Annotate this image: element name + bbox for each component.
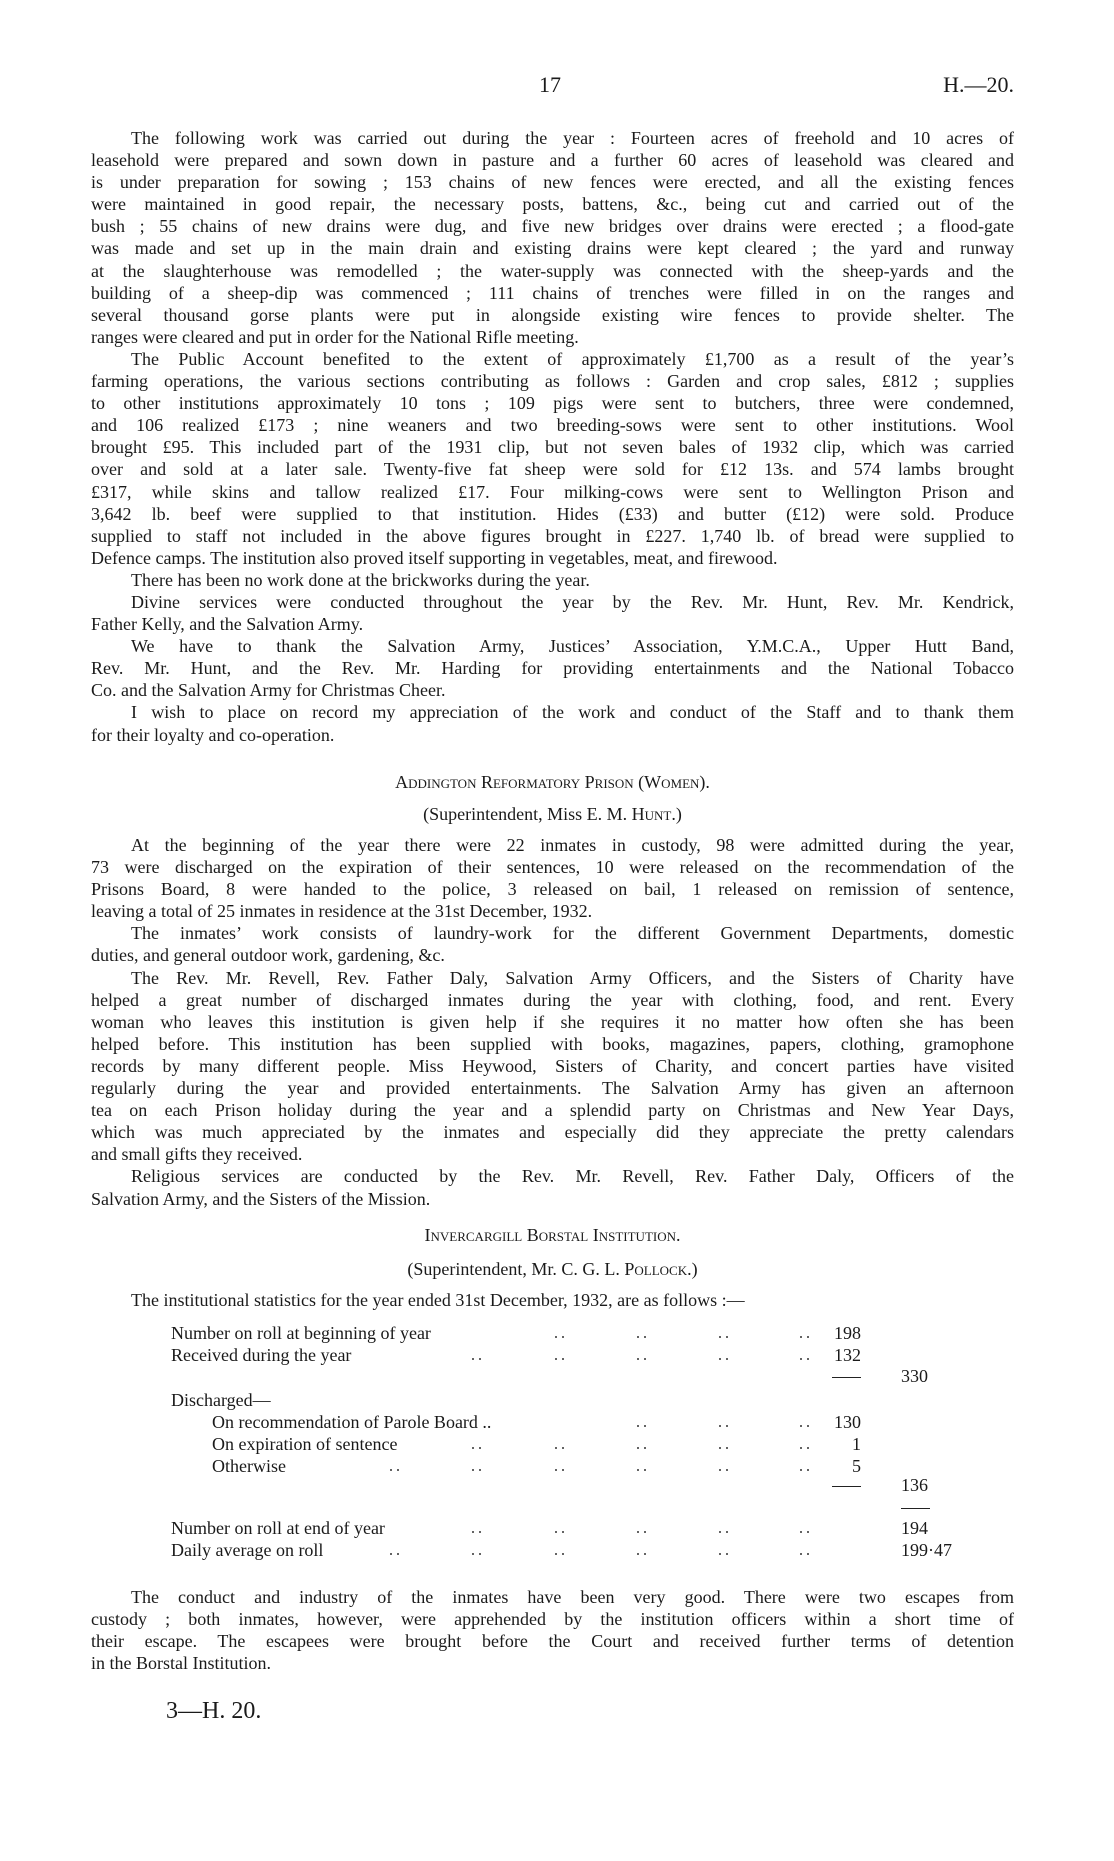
text-line: 3,642 lb. beef were supplied to that institution. Hides (£33) and butter (£12) were sold. Produce bbox=[91, 503, 1014, 524]
row-label: Received during the year bbox=[171, 1345, 352, 1365]
text-line: Religious services are conducted by the Rev. Mr. Revell, Rev. Father Daly, Officers of the bbox=[131, 1166, 1014, 1187]
document-reference: H.—20. bbox=[943, 72, 1014, 97]
text-line: records by many different people. Miss Heywood, Sisters of Charity, and concert parties have visited bbox=[91, 1055, 1014, 1076]
text-line: leaving a total of 25 inmates in residence at the 31st December, 1932. bbox=[91, 901, 593, 922]
text-line: at the slaughterhouse was remodelled ; the water-supply was connected with the sheep-yards and the bbox=[91, 260, 1014, 281]
superintendent-name: Hunt bbox=[631, 804, 672, 824]
text-line: which was much appreciated by the inmates and especially did they appreciate the pretty calendars bbox=[91, 1122, 1014, 1143]
text-line: There has been no work done at the brickworks during the year. bbox=[131, 569, 590, 590]
superintendent-line-invercargill bbox=[91, 1259, 1014, 1280]
dot-leader bbox=[718, 1322, 730, 1344]
table-row bbox=[0, 1539, 1114, 1561]
text-line: ranges were cleared and put in order for the National Rifle meeting. bbox=[91, 326, 579, 347]
dot-leader bbox=[718, 1539, 730, 1561]
table-row bbox=[0, 1474, 1114, 1496]
dot-leader bbox=[636, 1433, 648, 1455]
text-line: 73 were discharged on the expiration of their sentences, 10 were released on the recommendation of the bbox=[91, 857, 1014, 878]
dot-leader bbox=[554, 1433, 566, 1455]
paragraph-public-account bbox=[91, 348, 1014, 569]
superintendent-prefix: (Superintendent, Miss E. M. bbox=[423, 804, 632, 824]
text-line: custody ; both inmates, however, were apprehended by the institution officers within a short time of bbox=[91, 1609, 1014, 1630]
table-row bbox=[0, 1411, 1114, 1433]
text-line: farming operations, the various sections contributing as follows : Garden and crop sales, £812 ; supplies bbox=[91, 371, 1014, 392]
paragraph-inmates-count bbox=[91, 834, 1014, 922]
total-rule bbox=[901, 1508, 930, 1509]
text-line: Father Kelly, and the Salvation Army. bbox=[91, 614, 364, 635]
dot-leader bbox=[471, 1539, 483, 1561]
text-line: is under preparation for sowing ; 153 chains of new fences were erected, and all the existing fences bbox=[91, 172, 1014, 193]
signature-mark: 3—H. 20. bbox=[166, 1698, 262, 1724]
row-total: 194 bbox=[901, 1518, 928, 1538]
superintendent-suffix: .) bbox=[687, 1259, 698, 1279]
superintendent-prefix: (Superintendent, Mr. C. G. L. bbox=[407, 1259, 625, 1279]
superintendent-name: Pollock bbox=[624, 1259, 688, 1279]
row-value: 5 bbox=[852, 1456, 861, 1476]
text-line: over and sold at a later sale. Twenty-five fat sheep were sold for £12 13s. and 574 lambs brought bbox=[91, 459, 1014, 480]
text-line: Rev. Mr. Hunt, and the Rev. Mr. Harding for providing entertainments and the National Tobacco bbox=[91, 658, 1014, 679]
table-row bbox=[0, 1344, 1114, 1366]
row-label: Number on roll at end of year bbox=[171, 1518, 385, 1538]
dot-leader bbox=[636, 1322, 648, 1344]
dot-leader bbox=[471, 1517, 483, 1539]
text-line: Prisons Board, 8 were handed to the police, 3 released on bail, 1 released on remission of sentence, bbox=[91, 879, 1014, 900]
row-label: Discharged— bbox=[171, 1390, 271, 1410]
paragraph-inmates-work bbox=[91, 922, 1014, 966]
text-line: for their loyalty and co-operation. bbox=[91, 724, 335, 745]
dot-leader bbox=[554, 1322, 566, 1344]
dot-leader bbox=[389, 1539, 401, 1561]
dot-leader bbox=[799, 1539, 811, 1561]
table-row bbox=[0, 1389, 1114, 1411]
table-row bbox=[0, 1365, 1114, 1387]
dot-leader bbox=[799, 1433, 811, 1455]
text-line: The following work was carried out during the year : Fourteen acres of freehold and 10 acres of bbox=[131, 128, 1014, 148]
dot-leader bbox=[636, 1344, 648, 1366]
row-label: Number on roll at beginning of year bbox=[171, 1323, 431, 1343]
statistics-intro: The institutional statistics for the year ended 31st December, 1932, are as follows :— bbox=[131, 1290, 745, 1310]
dot-leader bbox=[718, 1411, 730, 1433]
paragraph-farm-work bbox=[91, 127, 1014, 348]
table-row bbox=[0, 1322, 1114, 1344]
dot-leader bbox=[636, 1539, 648, 1561]
superintendent-suffix: .) bbox=[671, 804, 682, 824]
paragraph-thanks bbox=[91, 635, 1014, 701]
dot-leader bbox=[718, 1344, 730, 1366]
row-label: Otherwise bbox=[212, 1456, 286, 1476]
paragraph-divine-services bbox=[91, 591, 1014, 635]
text-line: The Rev. Mr. Revell, Rev. Father Daly, Salvation Army Officers, and the Sisters of Charity have bbox=[131, 967, 1014, 988]
invercargill-section bbox=[91, 1586, 1014, 1674]
table-row bbox=[0, 1433, 1114, 1455]
text-line: in the Borstal Institution. bbox=[91, 1653, 271, 1674]
dot-leader bbox=[471, 1433, 483, 1455]
text-line: was made and set up in the main drain and existing drains were kept cleared ; the yard and runway bbox=[91, 238, 1014, 259]
paragraph-help bbox=[91, 967, 1014, 1166]
text-line: leasehold were prepared and sown down in pasture and a further 60 acres of leasehold was cleared and bbox=[91, 150, 1014, 171]
text-line: We have to thank the Salvation Army, Justices’ Association, Y.M.C.A., Upper Hutt Band, bbox=[131, 636, 1014, 657]
paragraph-appreciation bbox=[91, 701, 1014, 745]
text-line: Defence camps. The institution also proved itself supporting in vegetables, meat, and firewood. bbox=[91, 547, 778, 568]
text-line: helped before. This institution has been supplied with books, magazines, papers, clothing, gramophone bbox=[91, 1033, 1014, 1054]
row-label: On expiration of sentence bbox=[212, 1434, 398, 1454]
dot-leader bbox=[471, 1344, 483, 1366]
text-line: At the beginning of the year there were 22 inmates in custody, 98 were admitted during the year, bbox=[131, 835, 1014, 855]
text-line: and small gifts they received. bbox=[91, 1144, 303, 1165]
text-line: duties, and general outdoor work, gardening, &c. bbox=[91, 945, 445, 966]
addington-section bbox=[91, 834, 1014, 1210]
text-line: regularly during the year and provided entertainments. The Salvation Army has given an afternoon bbox=[91, 1078, 1014, 1099]
dot-leader bbox=[799, 1411, 811, 1433]
text-line: their escape. The escapees were brought before the Court and received further terms of detention bbox=[91, 1631, 1014, 1652]
row-value: 1 bbox=[852, 1434, 861, 1454]
superintendent-line-addington bbox=[91, 804, 1014, 825]
text-line: supplied to staff not included in the above figures brought in £227. 1,740 lb. of bread were supplied to bbox=[91, 525, 1014, 546]
text-line: to other institutions approximately 10 tons ; 109 pigs were sent to butchers, three were condemned, bbox=[91, 393, 1014, 414]
row-value: 198 bbox=[834, 1323, 861, 1343]
row-total: 199·47 bbox=[901, 1540, 952, 1560]
row-label: Daily average on roll bbox=[171, 1540, 324, 1560]
text-line: tea on each Prison holiday during the year and a splendid party on Christmas and New Year Days, bbox=[91, 1100, 1014, 1121]
section-heading-invercargill: Invercargill Borstal Institution. bbox=[424, 1225, 681, 1245]
paragraph-religious-services bbox=[91, 1165, 1014, 1209]
dot-leader bbox=[636, 1517, 648, 1539]
dot-leader bbox=[799, 1322, 811, 1344]
dot-leader bbox=[554, 1517, 566, 1539]
page-number: 17 bbox=[539, 72, 561, 97]
dot-leader bbox=[799, 1517, 811, 1539]
text-line: and 106 realized £173 ; nine weaners and two breeding-sows were sent to other institutions. Wool bbox=[91, 415, 1014, 436]
text-line: Divine services were conducted throughout the year by the Rev. Mr. Hunt, Rev. Mr. Kendrick, bbox=[131, 591, 1014, 612]
table-row bbox=[0, 1517, 1114, 1539]
text-line: bush ; 55 chains of new drains were dug, and five new bridges over drains were erected ; a flood-gate bbox=[91, 216, 1014, 237]
section-heading-addington: Addington Reformatory Prison (Women). bbox=[395, 772, 710, 792]
text-line: woman who leaves this institution is given help if she requires it no matter how often she has been bbox=[91, 1011, 1014, 1032]
dot-leader bbox=[718, 1433, 730, 1455]
row-value: 130 bbox=[834, 1412, 861, 1432]
text-line: The Public Account benefited to the extent of approximately £1,700 as a result of the year’s bbox=[131, 348, 1014, 369]
text-line: helped a great number of discharged inmates during the year with clothing, food, and rent. Every bbox=[91, 989, 1014, 1010]
text-line: building of a sheep-dip was commenced ; 111 chains of trenches were filled in on the ranges and bbox=[91, 282, 1014, 303]
dot-leader bbox=[636, 1411, 648, 1433]
row-value: 132 bbox=[834, 1345, 861, 1365]
dot-leader bbox=[718, 1517, 730, 1539]
text-line: Co. and the Salvation Army for Christmas Cheer. bbox=[91, 680, 446, 701]
subtotal-discharged: 136 bbox=[901, 1475, 928, 1495]
row-label: On recommendation of Parole Board .. bbox=[212, 1412, 492, 1432]
text-line: were maintained in good repair, the necessary posts, battens, &c., being cut and carried out of the bbox=[91, 194, 1014, 215]
text-line: £317, while skins and tallow realized £17. Four milking-cows were sent to Wellington Prison and bbox=[91, 481, 1014, 502]
dot-leader bbox=[554, 1539, 566, 1561]
text-line: brought £95. This included part of the 1931 clip, but not seven bales of 1932 clip, which was carried bbox=[91, 437, 1014, 458]
subtotal-received: 330 bbox=[901, 1366, 928, 1386]
text-line: I wish to place on record my appreciation of the work and conduct of the Staff and to thank them bbox=[131, 702, 1014, 723]
paragraph-brickworks bbox=[91, 569, 1014, 591]
text-line: The inmates’ work consists of laundry-work for the different Government Departments, domestic bbox=[131, 923, 1014, 944]
text-line: Salvation Army, and the Sisters of the Mission. bbox=[91, 1188, 431, 1209]
dot-leader bbox=[799, 1344, 811, 1366]
text-line: several thousand gorse plants were put in alongside existing wire fences to provide shelter. The bbox=[91, 304, 1014, 325]
dot-leader bbox=[554, 1344, 566, 1366]
text-line: The conduct and industry of the inmates have been very good. There were two escapes from bbox=[131, 1587, 1014, 1607]
farm-report-section bbox=[91, 127, 1014, 746]
paragraph-conduct bbox=[91, 1586, 1014, 1674]
